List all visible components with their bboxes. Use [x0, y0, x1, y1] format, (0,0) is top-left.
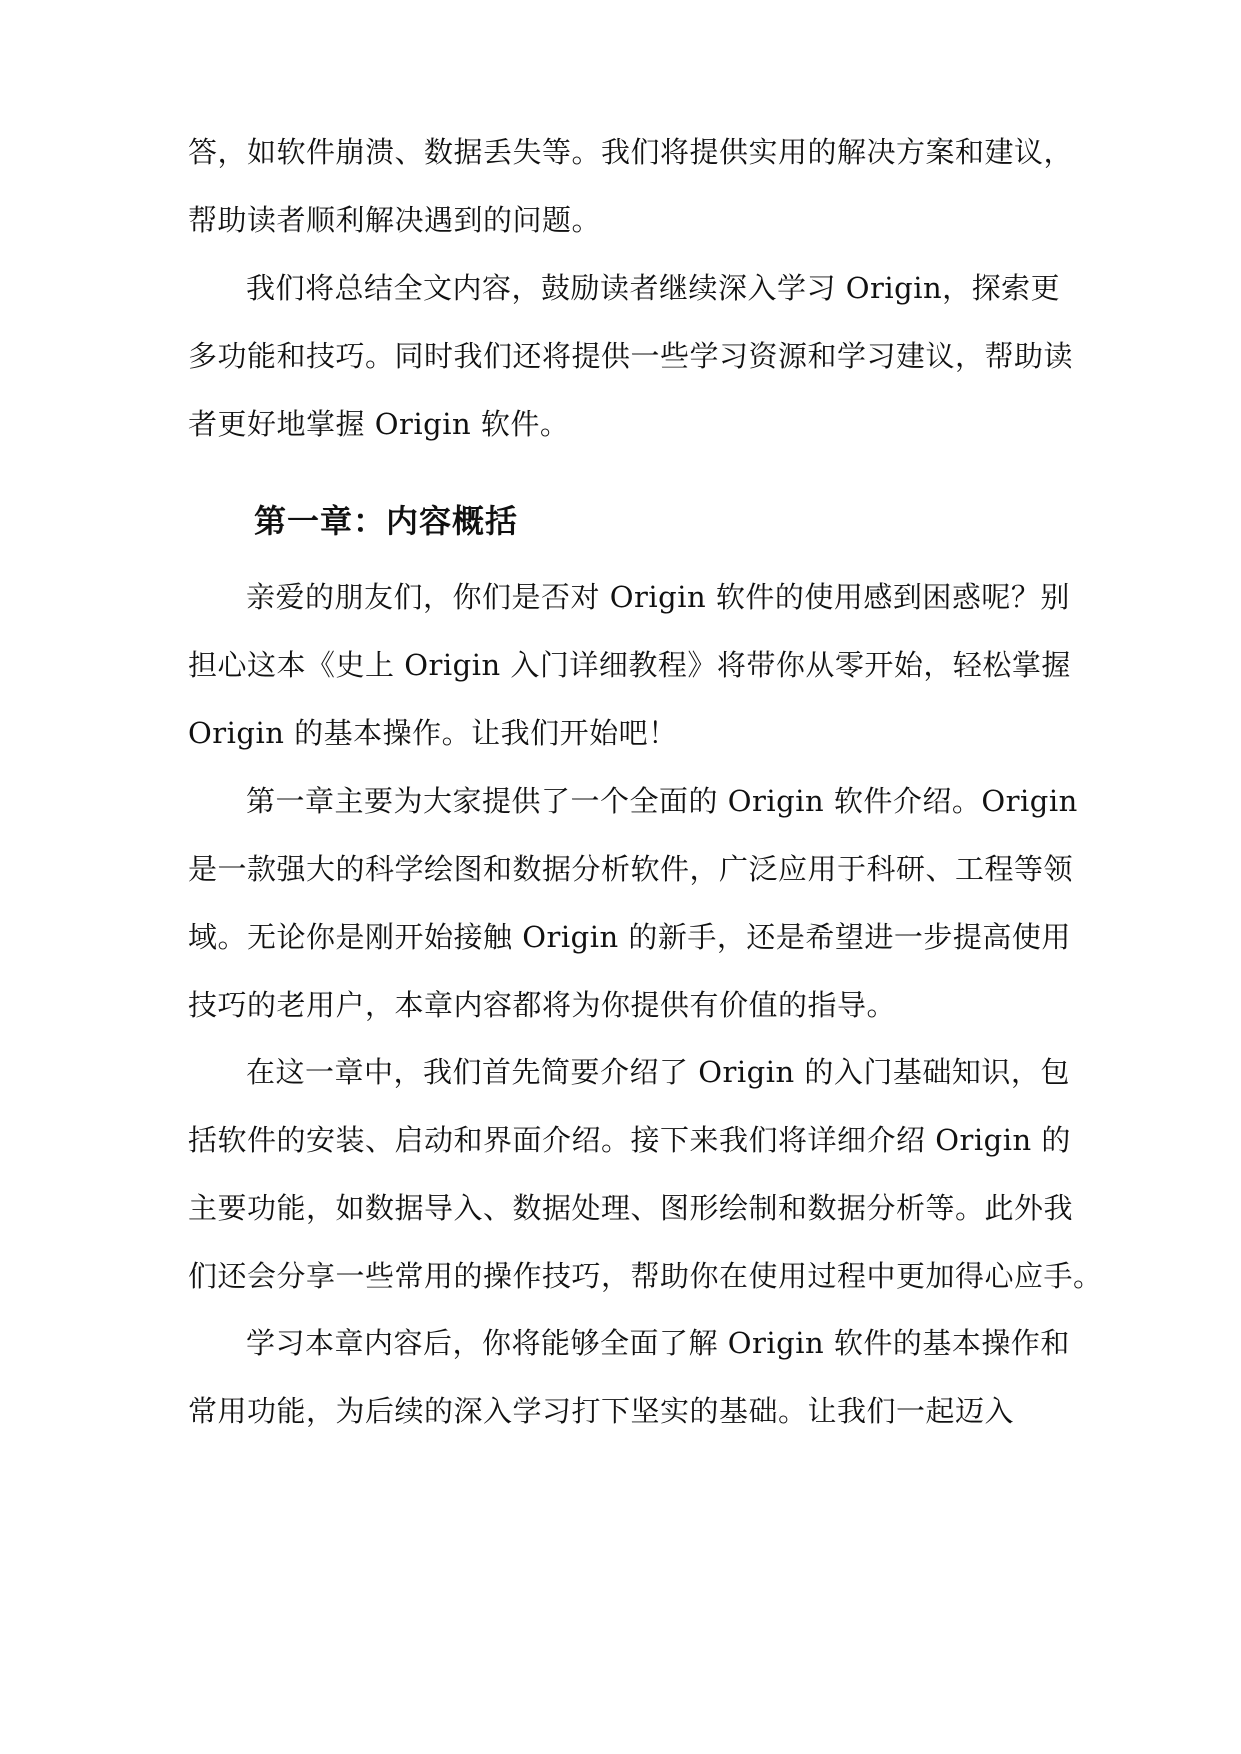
chapter-paragraph-4-line-2: 常用功能，为后续的深入学习打下坚实的基础。让我们一起迈入 [188, 1394, 1015, 1428]
chapter-paragraph-3-line-2: 括软件的安装、启动和界面介绍。接下来我们将详细介绍 Origin 的 [188, 1123, 1071, 1157]
chapter-paragraph-2-line-3: 域。无论你是刚开始接触 Origin 的新手，还是希望进一步提高使用 [188, 920, 1071, 954]
intro-paragraph-1-line-2: 帮助读者顺利解决遇到的问题。 [188, 203, 602, 237]
intro-paragraph-2-line-2: 多功能和技巧。同时我们还将提供一些学习资源和学习建议，帮助读 [188, 339, 1074, 373]
chapter-heading: 第一章：内容概括 [254, 502, 519, 540]
chapter-paragraph-4-line-1: 学习本章内容后，你将能够全面了解 Origin 软件的基本操作和 [246, 1326, 1070, 1360]
chapter-paragraph-2-line-1: 第一章主要为大家提供了一个全面的 Origin 软件介绍。Origin [246, 784, 1078, 818]
intro-paragraph-1-line-1: 答，如软件崩溃、数据丢失等。我们将提供实用的解决方案和建议， [188, 135, 1074, 169]
intro-paragraph-2-line-3: 者更好地掌握 Origin 软件。 [188, 407, 570, 441]
chapter-paragraph-1-line-1: 亲爱的朋友们，你们是否对 Origin 软件的使用感到困惑呢？别 [246, 580, 1070, 614]
chapter-paragraph-3-line-4: 们还会分享一些常用的操作技巧，帮助你在使用过程中更加得心应手。 [188, 1259, 1103, 1293]
intro-paragraph-2-line-1: 我们将总结全文内容，鼓励读者继续深入学习 Origin，探索更 [246, 271, 1061, 305]
chapter-paragraph-3-line-1: 在这一章中，我们首先简要介绍了 Origin 的入门基础知识，包 [246, 1055, 1070, 1089]
chapter-paragraph-1-line-2: 担心这本《史上 Origin 入门详细教程》将带你从零开始，轻松掌握 [188, 648, 1071, 682]
chapter-paragraph-1-line-3: Origin 的基本操作。让我们开始吧！ [188, 716, 678, 750]
chapter-paragraph-3-line-3: 主要功能，如数据导入、数据处理、图形绘制和数据分析等。此外我 [188, 1191, 1074, 1225]
chapter-paragraph-2-line-2: 是一款强大的科学绘图和数据分析软件，广泛应用于科研、工程等领 [188, 852, 1074, 886]
chapter-paragraph-2-line-4: 技巧的老用户，本章内容都将为你提供有价值的指导。 [188, 988, 897, 1022]
